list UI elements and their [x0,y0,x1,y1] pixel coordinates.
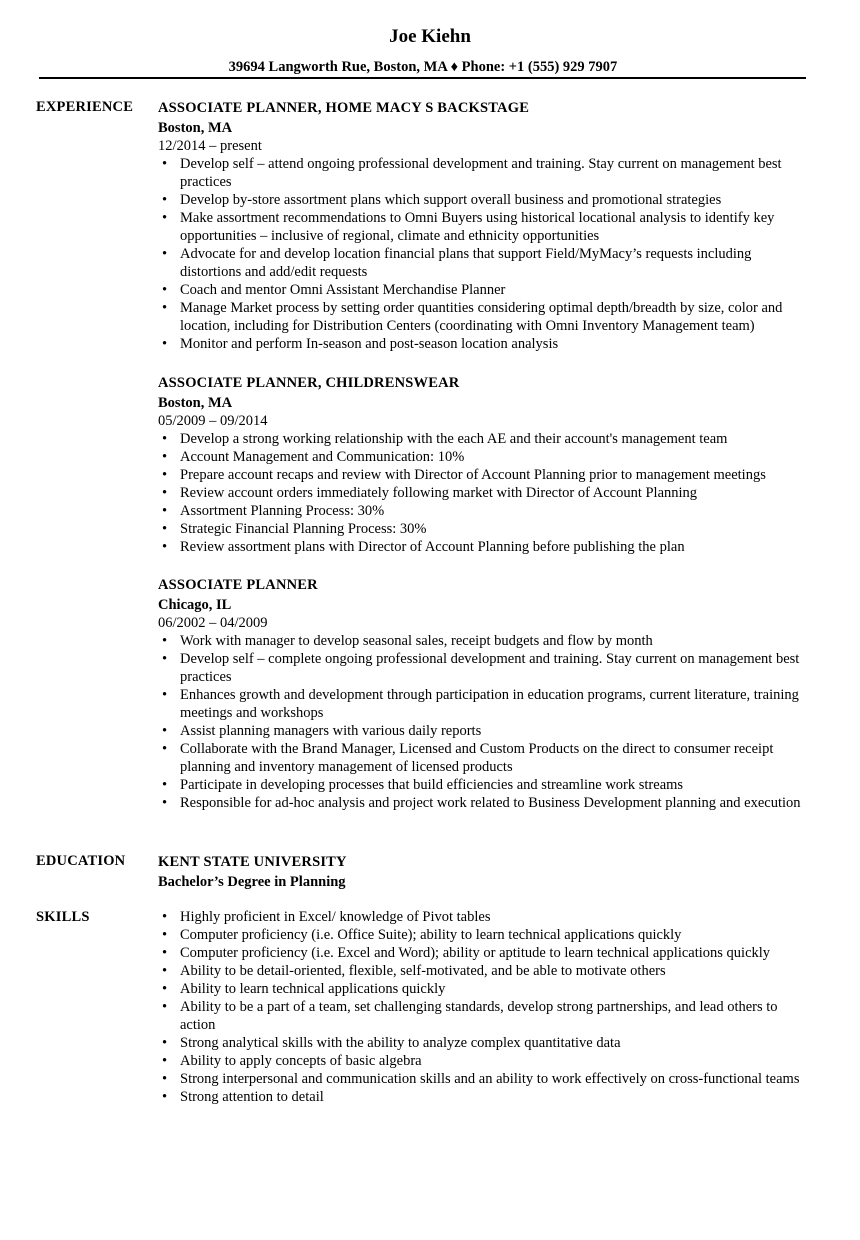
job-bullet: • Assist planning managers with various daily reports [158,722,808,740]
job-bullet: • Prepare account recaps and review with Director of Account Planning prior to management meetings [158,466,808,484]
job-bullets [158,632,808,812]
experience-heading: EXPERIENCE [36,99,134,115]
skill-item: • Ability to apply concepts of basic algebra [158,1052,808,1070]
skill-item: • Strong interpersonal and communication skills and an ability to work effectively on cross-functional teams [158,1070,808,1088]
job-bullet: • Develop self – attend ongoing professional development and training. Stay current on management best practices [158,155,808,191]
job-bullet: • Responsible for ad-hoc analysis and project work related to Business Development planning and execution [158,794,808,812]
job-bullet: • Manage Market process by setting order quantities considering optimal depth/breadth by size, color and location, including for Distribution Centers (coordinating with Omni Inventory Management team) [158,299,808,335]
job-entry [158,374,808,556]
job-bullets [158,430,808,556]
skill-item: • Ability to be a part of a team, set challenging standards, develop strong partnerships, and lead others to action [158,998,808,1034]
job-bullet: • Coach and mentor Omni Assistant Merchandise Planner [158,281,808,299]
job-entry [158,99,808,353]
skill-item: • Strong analytical skills with the ability to analyze complex quantitative data [158,1034,808,1052]
job-bullet: • Develop a strong working relationship with the each AE and their account's management team [158,430,808,448]
job-bullet: • Participate in developing processes that build efficiencies and streamline work streams [158,776,808,794]
candidate-name: Joe Kiehn [389,26,471,47]
job-bullets [158,155,808,353]
job-location: Boston, MA [158,395,233,411]
skill-item: • Computer proficiency (i.e. Office Suite); ability to learn technical applications quickly [158,926,808,944]
skill-item: • Ability to learn technical applications quickly [158,980,808,998]
job-dates: 06/2002 – 04/2009 [158,615,268,631]
job-bullet: • Collaborate with the Brand Manager, Licensed and Custom Products on the direct to consumer receipt planning and inventory management of licensed products [158,740,808,776]
job-bullet: • Enhances growth and development through participation in education programs, current literature, training meetings and workshops [158,686,808,722]
job-bullet: • Develop by-store assortment plans which support overall business and promotional strategies [158,191,808,209]
job-bullet: • Monitor and perform In-season and post-season location analysis [158,335,808,353]
education-heading: EDUCATION [36,853,126,869]
job-bullet: • Review account orders immediately following market with Director of Account Planning [158,484,808,502]
job-bullet: • Assortment Planning Process: 30% [158,502,808,520]
skills-heading: SKILLS [36,909,90,925]
job-bullet: • Account Management and Communication: 10% [158,448,808,466]
job-bullet: • Advocate for and develop location financial plans that support Field/MyMacy’s requests including distortions and add/edit requests [158,245,808,281]
skill-item: • Ability to be detail-oriented, flexible, self-motivated, and be able to motivate others [158,962,808,980]
job-bullet: • Make assortment recommendations to Omni Buyers using historical locational analysis to identify key opportunities – inclusive of regional, climate and ethnicity opportunities [158,209,808,245]
skill-item: • Highly proficient in Excel/ knowledge of Pivot tables [158,908,808,926]
job-bullet: • Work with manager to develop seasonal sales, receipt budgets and flow by month [158,632,808,650]
job-title: ASSOCIATE PLANNER, CHILDRENSWEAR [158,375,460,391]
job-entry [158,576,808,812]
school-name: KENT STATE UNIVERSITY [158,854,347,870]
education-entry [158,853,808,891]
skill-bullets [158,908,808,1106]
job-location: Chicago, IL [158,597,232,613]
skill-item: • Computer proficiency (i.e. Excel and Word); ability or aptitude to learn technical applications quickly [158,944,808,962]
job-bullet: • Strategic Financial Planning Process: 30% [158,520,808,538]
degree-name: Bachelor’s Degree in Planning [158,874,346,890]
skills-list [158,908,808,1106]
job-location: Boston, MA [158,120,233,136]
job-bullet: • Review assortment plans with Director of Account Planning before publishing the plan [158,538,808,556]
job-dates: 12/2014 – present [158,138,262,154]
job-dates: 05/2009 – 09/2014 [158,413,268,429]
job-title: ASSOCIATE PLANNER [158,577,318,593]
job-bullet: • Develop self – complete ongoing professional development and training. Stay current on management best practices [158,650,808,686]
header-divider [39,77,806,79]
contact-line: 39694 Langworth Rue, Boston, MA ♦ Phone: +1 (555) 929 7907 [228,59,618,75]
skill-item: • Strong attention to detail [158,1088,808,1106]
job-title: ASSOCIATE PLANNER, HOME MACY S BACKSTAGE [158,100,530,116]
